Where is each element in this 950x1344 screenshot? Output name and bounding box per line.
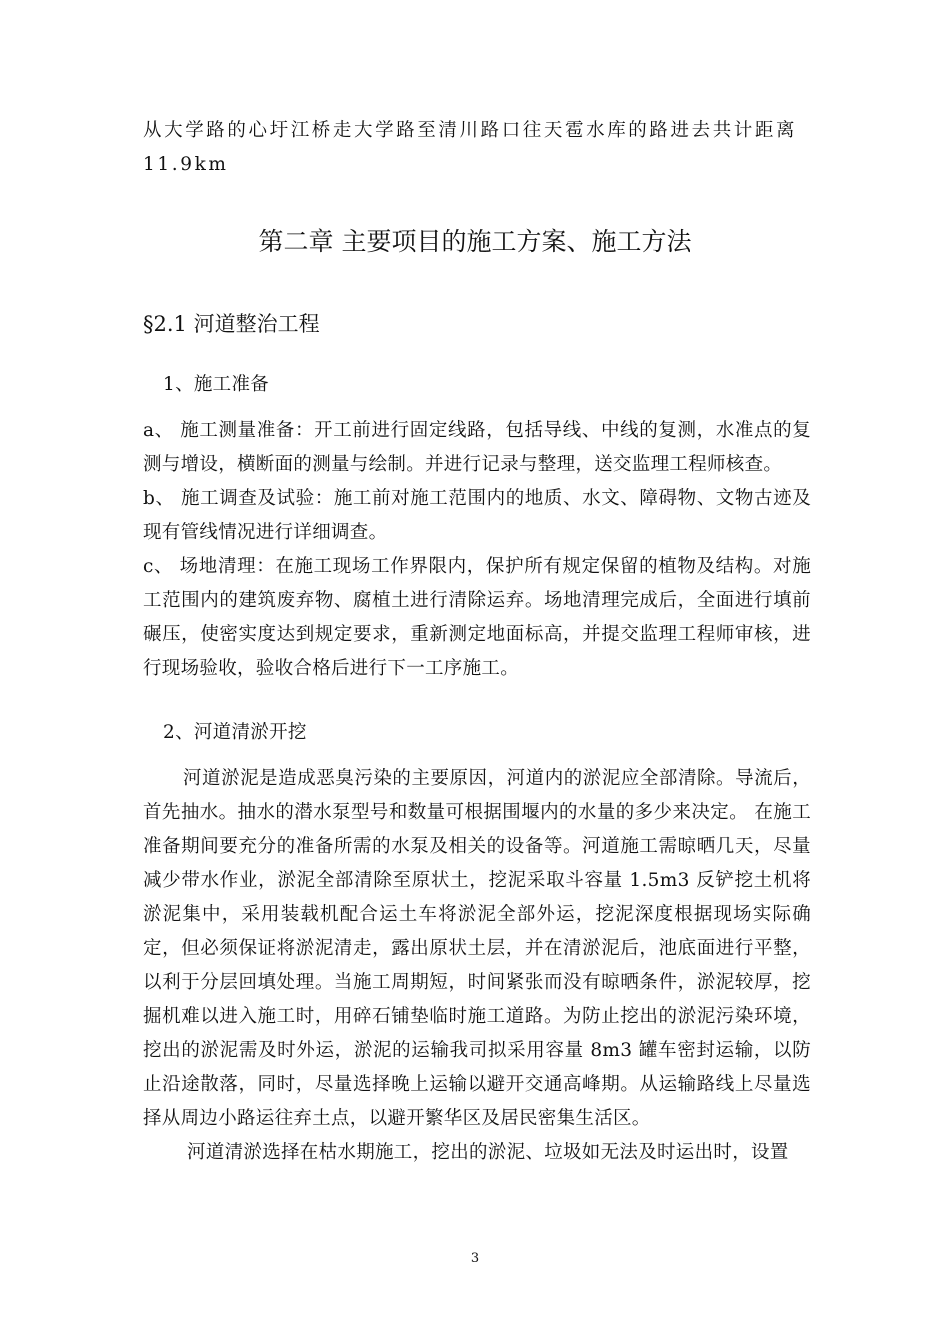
intro-paragraph xyxy=(143,114,811,182)
intro-line-2: 11.9km xyxy=(143,154,229,175)
intro-line-1: 从大学路的心圩江桥走大学路至清川路口往天雹水库的路进去共计距离 xyxy=(143,120,798,141)
item-site-clearing: c、 场地清理：在施工现场工作界限内，保护所有规定保留的植物及结构。对施工范围内的建筑废弃物、腐植土进行清除运弃。场地清理完成后，全面进行填前碾压，使密实度达到规定要求，重新测定地面标高，并提交监理工程师审核，进行现场验收，验收合格后进行下一工序施工。 xyxy=(143,556,811,679)
dredging-paragraphs xyxy=(143,762,811,1170)
subsection-heading-dredging: 2、河道清淤开挖 xyxy=(163,722,307,743)
chapter-title: 第二章 主要项目的施工方案、施工方法 xyxy=(258,227,692,256)
preparation-items xyxy=(143,414,811,686)
subsection-heading-preparation: 1、施工准备 xyxy=(163,374,270,395)
page-number: 3 xyxy=(470,1251,480,1266)
item-investigation: b、 施工调查及试验：施工前对施工范围内的地质、水文、障碍物、文物古迹及现有管线情况进行详细调查。 xyxy=(143,488,811,543)
dredging-paragraph-1: 河道淤泥是造成恶臭污染的主要原因，河道内的淤泥应全部清除。导流后，首先抽水。抽水的潜水泵型号和数量可根据围堰内的水量的多少来决定。 在施工准备期间要充分的准备所需的水泵及相关的设备等。河道施工需晾晒几天，尽量减少带水作业，淤泥全部清除至原状土，挖泥采取斗容量 1.5m3 反铲挖土机将淤泥集中，采用装载机配合运土车将淤泥全部外运，挖泥深度根据现场实际确定，但必须保证将淤泥清走，露出原状土层，并在清淤泥后，池底面进行平整，以利于分层回填处理。当施工周期短，时间紧张而没有晾晒条件，淤泥较厚，挖掘机难以进入施工时，用碎石铺垫临时施工道路。为防止挖出的淤泥污染环境，挖出的淤泥需及时外运，淤泥的运输我司拟采用容量 8m3 罐车密封运输，以防止沿途散落，同时，尽量选择晚上运输以避开交通高峰期。从运输路线上尽量选择从周边小路运往弃土点，以避开繁华区及居民密集生活区。 xyxy=(143,768,811,1129)
item-survey-preparation: a、 施工测量准备：开工前进行固定线路，包括导线、中线的复测，水准点的复测与增设，横断面的测量与绘制。并进行记录与整理，送交监理工程师核查。 xyxy=(143,420,811,475)
section-title: §2.1 河道整治工程 xyxy=(143,312,320,336)
dredging-paragraph-2: 河道清淤选择在枯水期施工，挖出的淤泥、垃圾如无法及时运出时，设置 xyxy=(187,1142,789,1163)
